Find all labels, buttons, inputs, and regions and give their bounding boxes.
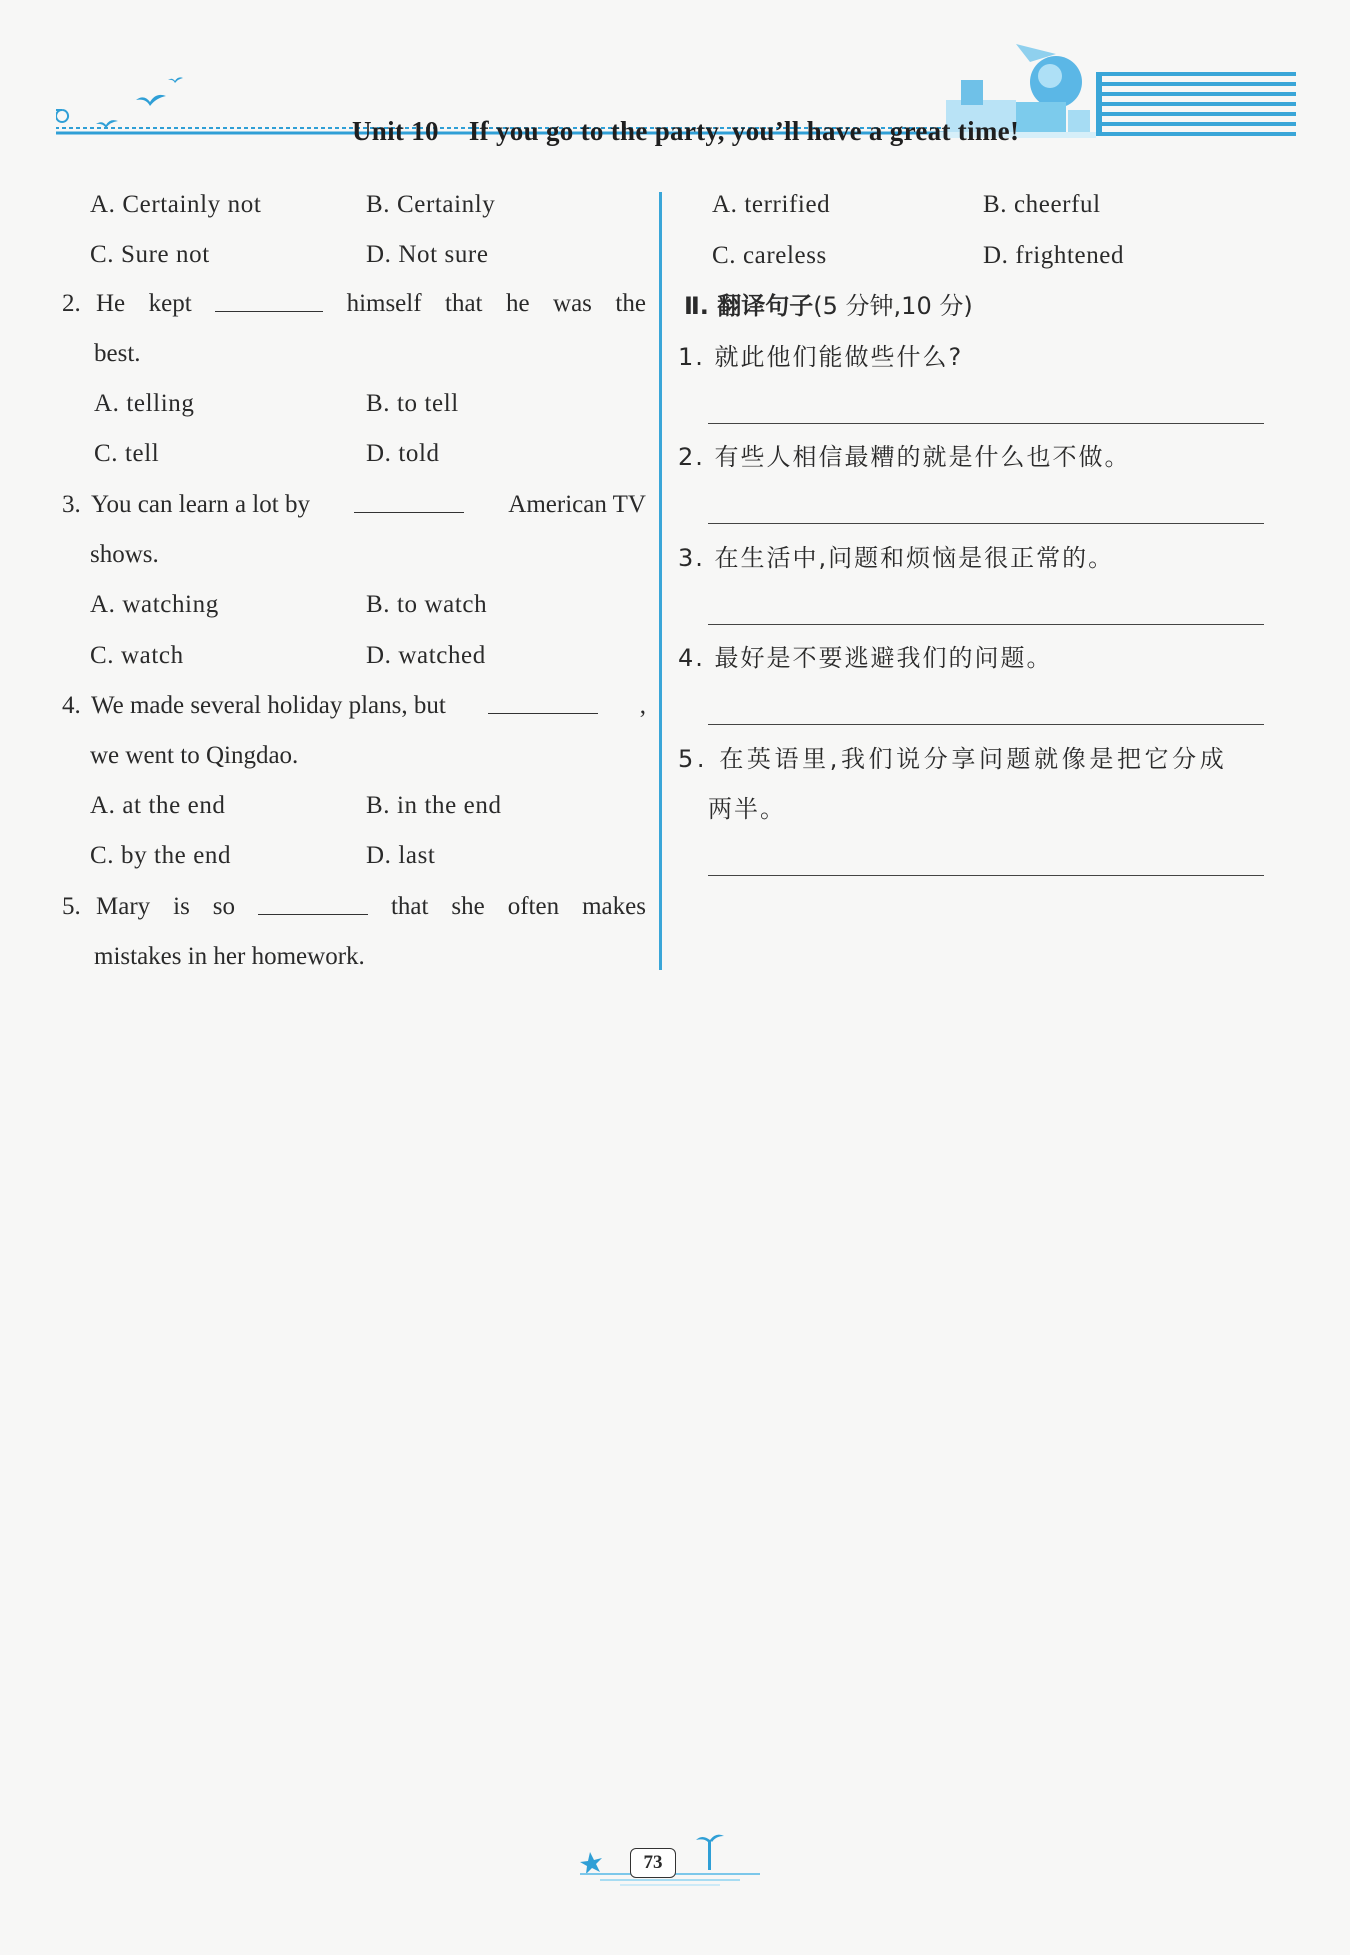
q2-option-b: B. to tell (366, 390, 459, 417)
q5-continuation: mistakes in her homework. (94, 943, 365, 970)
starfish-icon (580, 1852, 602, 1874)
header-decoration (56, 40, 1336, 170)
q2-word: himself (346, 290, 422, 317)
q4-text-after: , (639, 692, 646, 719)
q5-option-c: C. careless (712, 242, 827, 269)
answer-line-4[interactable] (708, 724, 1264, 725)
answer-line-3[interactable] (708, 624, 1264, 625)
translation-item-3: 3. 在生活中,问题和烦恼是很正常的。 (678, 544, 1115, 572)
q4-option-a: A. at the end (90, 792, 226, 819)
q3-blank[interactable] (354, 490, 464, 513)
section-heading (684, 291, 973, 321)
q3-continuation: shows. (90, 541, 159, 568)
q2-number: 2. (62, 290, 81, 317)
q3-stem (91, 490, 646, 520)
q4-option-d: D. last (366, 842, 436, 869)
section-label: Ⅱ. 翻译句子 (684, 292, 814, 320)
q5-word: Mary (96, 893, 151, 920)
palm-tree-icon (696, 1835, 724, 1870)
q5-option-b: B. cheerful (983, 191, 1101, 218)
unit-label: Unit 10 (352, 116, 439, 146)
q5-word: is (173, 893, 190, 920)
q4-option-c: C. by the end (90, 842, 232, 869)
q1-option-d: D. Not sure (366, 241, 489, 268)
section-info: (5 分钟,10 分) (813, 292, 973, 320)
answer-line-1[interactable] (708, 423, 1264, 424)
page-header (56, 40, 1336, 170)
q4-continuation: we went to Qingdao. (90, 742, 299, 769)
page-number: 73 (630, 1848, 676, 1878)
q2-stem (96, 289, 646, 319)
q5-word: often (507, 893, 560, 920)
q2-option-d: D. told (366, 440, 440, 467)
header-stripes (1096, 72, 1296, 136)
q3-text-after: American TV (508, 491, 646, 518)
q5-number: 5. (62, 893, 81, 920)
q3-option-c: C. watch (90, 642, 184, 669)
q2-word: He (96, 290, 126, 317)
q2-option-c: C. tell (94, 440, 160, 467)
q3-number: 3. (62, 491, 81, 518)
translation-item-5-continuation: 两半。 (708, 795, 786, 823)
q5-word: makes (582, 893, 646, 920)
q3-option-d: D. watched (366, 642, 486, 669)
answer-line-2[interactable] (708, 523, 1264, 524)
q5-word: she (451, 893, 485, 920)
q2-word: was (553, 290, 592, 317)
q2-blank[interactable] (215, 289, 323, 312)
unit-title: If you go to the party, you’ll have a great time! (468, 116, 1020, 146)
q5-option-d: D. frightened (983, 242, 1125, 269)
q4-blank[interactable] (488, 691, 598, 714)
q5-option-a: A. terrified (712, 191, 831, 218)
q5-word: so (212, 893, 236, 920)
q1-option-c: C. Sure not (90, 241, 210, 268)
q2-word: kept (148, 290, 192, 317)
q5-word: that (390, 893, 429, 920)
translation-item-1: 1. 就此他们能做些什么? (678, 343, 964, 371)
q5-stem (96, 892, 646, 922)
page-footer (560, 1830, 780, 1890)
page-title (352, 116, 1019, 147)
q2-option-a: A. telling (94, 390, 195, 417)
q4-number: 4. (62, 692, 81, 719)
q4-option-b: B. in the end (366, 792, 502, 819)
translation-item-5: 5. 在英语里,我们说分享问题就像是把它分成 (678, 745, 1228, 773)
translation-item-4: 4. 最好是不要逃避我们的问题。 (678, 644, 1053, 672)
birds-icon (96, 77, 183, 128)
translation-item-2: 2. 有些人相信最糟的就是什么也不做。 (678, 443, 1131, 471)
q2-word: the (615, 290, 646, 317)
column-divider (659, 192, 662, 970)
q2-continuation: best. (94, 340, 141, 367)
q1-option-b: B. Certainly (366, 191, 496, 218)
q5-blank[interactable] (258, 892, 368, 915)
q4-stem (91, 691, 646, 721)
q2-word: that (445, 290, 483, 317)
q2-word: he (505, 290, 530, 317)
q1-option-a: A. Certainly not (90, 191, 262, 218)
q3-text-before: You can learn a lot by (91, 491, 310, 518)
q3-option-b: B. to watch (366, 591, 488, 618)
q4-text-before: We made several holiday plans, but (91, 692, 446, 719)
q3-option-a: A. watching (90, 591, 219, 618)
answer-line-5[interactable] (708, 875, 1264, 876)
